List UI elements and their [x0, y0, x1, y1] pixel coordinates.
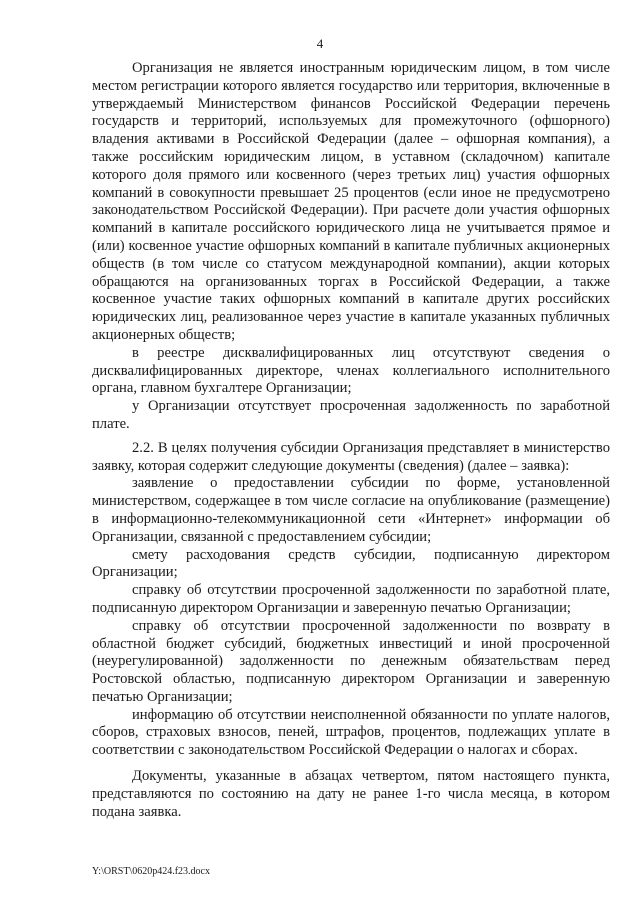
paragraph-documents-date: Документы, указанные в абзацах четвертом, пятом настоящего пункта, представляются по состоянию на дату не ранее 1-го числа месяца, в котором подана заявка. [92, 768, 610, 820]
paragraph-tax-information: информацию об отсутствии неисполненной обязанности по уплате налогов, сборов, страховых взносов, пеней, штрафов, процентов, подлежащих уплате в соответствии с законодательством Российской Федерации о налогах и сборах. [92, 706, 610, 759]
paragraph-disqualified-persons: в реестре дисквалифицированных лиц отсутствуют сведения о дисквалифицированных директоре, членах коллегиального исполнительного органа, главном бухгалтере Организации; [92, 344, 610, 397]
page-number: 4 [316, 36, 324, 51]
paragraph-2-2-application: 2.2. В целях получения субсидии Организация представляет в министерство заявку, которая содержит следующие документы (сведения) (далее – заявка): [92, 439, 610, 474]
paragraph-regional-budget-certificate: справку об отсутствии просроченной задолженности по возврату в областной бюджет субсидий, бюджетных инвестиций и иной просроченной (неурегулированной) задолженности по денежным обязательствам перед Ростовской областью, подписанную директором Организации и заверенную печатью Организации; [92, 617, 610, 705]
paragraph-budget-estimate: смету расходования средств субсидии, подписанную директором Организации; [92, 546, 610, 581]
paragraph-application-statement: заявление о предоставлении субсидии по форме, установленной министерством, содержащее в том числе согласие на опубликование (размещение) в информационно-телекоммуникационной сети «Интернет» информации об Организации, связанной с предоставлением субсидии; [92, 475, 610, 545]
paragraph-salary-certificate: справку об отсутствии просроченной задолженности по заработной плате, подписанную директором Организации и заверенную печатью Организации; [92, 582, 610, 616]
file-path-footer: Y:\ORST\0620p424.f23.docx [92, 866, 210, 877]
paragraph-salary-debt: у Организации отсутствует просроченная задолженность по заработной плате. [92, 398, 610, 432]
paragraph-offshore-company: Организация не является иностранным юридическим лицом, в том числе местом регистрации которого является государство или территория, включенные в утверждаемый Министерством финансов Российской Федерации перечень государств и территорий, используемых для промежуточного (офшорного) владения активами в Российской Федерации (далее – офшорная компания), а также российским юридическим лицом, в уставном (складочном) капитале которого доля прямого или косвенного (через третьих лиц) участия офшорных компаний в совокупности превышает 25 процентов (если иное не предусмотрено законодательством Российской Федерации). При расчете доли участия офшорных компаний в капитале российского юридического лица не учитывается прямое и (или) косвенное участие офшорных компаний в капитале публичных акционерных обществ (в том числе со статусом международной компании), акции которых обращаются на организованных торгах в Российской Федерации, а также косвенное участие таких офшорных компаний в капитале других российских юридических лиц, реализованное через участие в капитале указанных публичных акционерных обществ; [92, 60, 610, 343]
document-body [92, 60, 610, 821]
